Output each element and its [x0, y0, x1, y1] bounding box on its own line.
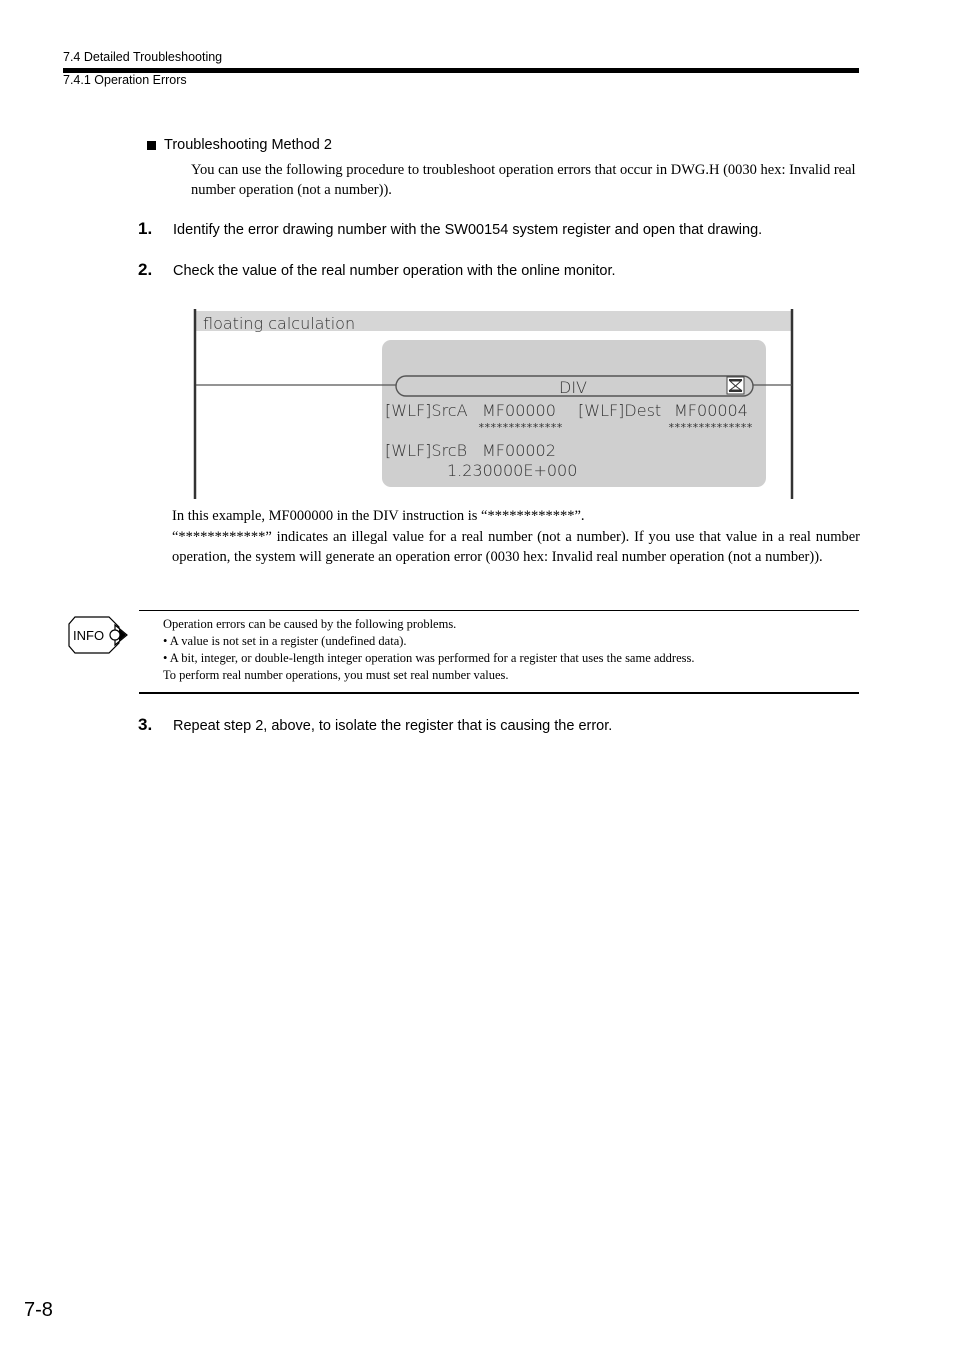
step-3	[138, 715, 612, 735]
step-number: 3.	[138, 715, 153, 734]
instruction-name: DIV	[559, 378, 587, 397]
src-a-register: MF00000	[482, 401, 556, 420]
ladder-title: floating calculation	[203, 314, 356, 333]
info-icon-label: INFO	[73, 628, 105, 643]
step-text: Check the value of the real number operation with the online monitor.	[173, 263, 616, 279]
info-line: To perform real number operations, you must set real number values.	[163, 668, 509, 682]
info-line: Operation errors can be caused by the following problems.	[163, 617, 457, 631]
src-b-register: MF00002	[482, 441, 556, 460]
hourglass-icon	[727, 377, 744, 394]
explanation-line-1: In this example, MF000000 in the DIV instruction is “************”.	[172, 508, 585, 524]
method-heading-text: Troubleshooting Method 2	[164, 137, 332, 153]
step-number: 2.	[138, 260, 153, 279]
dest-value: **************	[668, 421, 753, 434]
src-b-label: [WLF]SrcB	[385, 441, 468, 460]
explanation-line-2: “************” indicates an illegal value for a real number (not a number). If you use that value in a real number operation, the system will generate an operation error (0030 hex: Invalid real number operation (not a number)).	[172, 528, 860, 565]
step-text: Identify the error drawing number with the SW00154 system register and open that drawing.	[173, 222, 763, 238]
running-header-subsection: 7.4.1 Operation Errors	[63, 73, 187, 87]
src-a-value: **************	[478, 421, 563, 434]
info-bullet: • A bit, integer, or double-length integer operation was performed for a register that uses the same address.	[163, 651, 695, 665]
info-bottom-rule	[139, 692, 859, 694]
info-top-rule	[139, 610, 859, 611]
step-text: Repeat step 2, above, to isolate the register that is causing the error.	[173, 718, 613, 734]
ladder-monitor-screenshot	[192, 309, 796, 499]
dest-label: [WLF]Dest	[578, 401, 662, 420]
info-note	[163, 616, 695, 684]
square-bullet-icon	[147, 141, 156, 150]
src-a-label: [WLF]SrcA	[385, 401, 468, 420]
src-b-value: 1.230000E+000	[447, 461, 578, 480]
running-header-section: 7.4 Detailed Troubleshooting	[63, 50, 223, 64]
step-1	[138, 219, 762, 239]
method-heading	[147, 137, 332, 153]
example-explanation	[172, 506, 860, 568]
info-bullet: • A value is not set in a register (undefined data).	[163, 634, 407, 648]
method-intro: You can use the following procedure to troubleshoot operation errors that occur in DWG.H (0030 hex: Invalid real number operation (not a number)).	[191, 162, 856, 198]
step-2	[138, 260, 616, 280]
step-number: 1.	[138, 219, 153, 238]
page-number: 7-8	[24, 1299, 53, 1321]
dest-register: MF00004	[674, 401, 748, 420]
info-icon	[67, 615, 133, 655]
